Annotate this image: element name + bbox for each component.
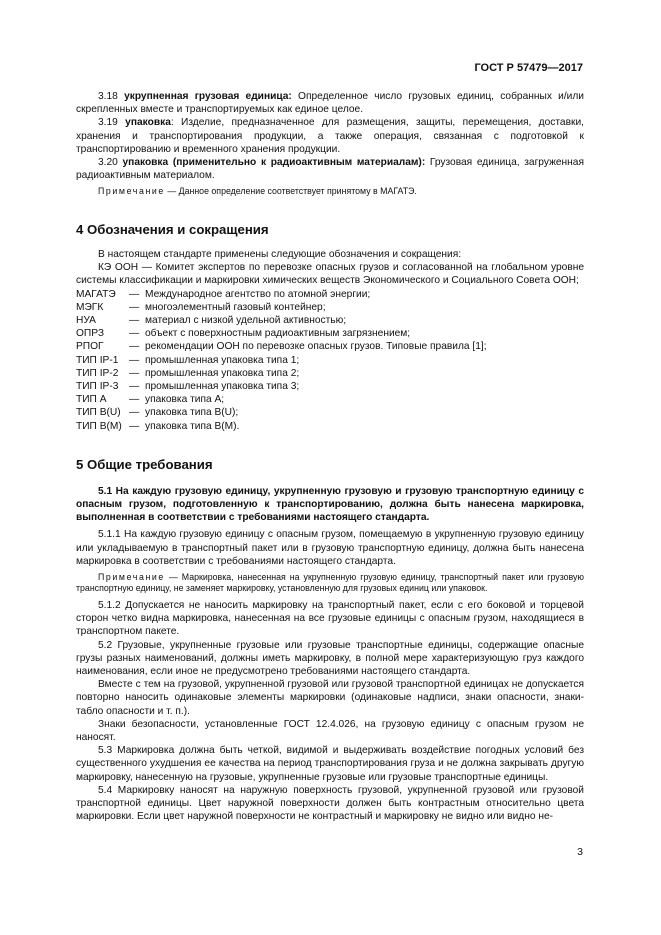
term-definition: : Изделие, предназначенное для размещения, защиты, перемещения, доставки, хранения и транспортирования продукции, а также операция, связанная с подготовкой к транспортированию и временного хранения продукции.	[76, 117, 584, 155]
abbreviation-row	[76, 301, 584, 314]
note-1	[76, 186, 584, 198]
abbreviation-text: промышленная упаковка типа 1;	[145, 354, 300, 366]
note-text: — Данное определение соответствует принятому в МАГАТЭ.	[167, 186, 417, 197]
dash: —	[129, 367, 140, 379]
abbreviation-code: ТИП B(U)	[76, 407, 121, 419]
note-label: Примечание	[98, 186, 165, 197]
abbreviation-row	[76, 367, 584, 380]
abbreviation-row	[76, 340, 584, 353]
abbreviation-row	[76, 314, 584, 327]
abbreviation-row	[76, 354, 584, 367]
abbreviation-code: РПОГ	[76, 341, 104, 353]
section-5-title: 5 Общие требования	[76, 456, 213, 472]
dash: —	[129, 380, 140, 392]
term-definition: Грузовая единица, загруженная радиоактивным материалом.	[76, 157, 584, 182]
dash: —	[129, 341, 140, 353]
dash: —	[129, 407, 140, 419]
paragraph-5-3: 5.3 Маркировка должна быть четкой, видимой и выдерживать воздействие погодных условий без существенного ухудшения ее качества на период транспортирования груза и не должна закрывать другую маркировку, нанесенную на грузовые, укрупненные грузовые или грузовые транспортные единицы.	[76, 745, 584, 783]
note-2	[76, 572, 584, 595]
abbreviation-list	[76, 288, 584, 433]
abbreviation-row	[76, 420, 584, 433]
dash: —	[129, 328, 140, 340]
term-title: упаковка (применительно к радиоактивным материалам):	[122, 157, 426, 169]
term-3-19	[76, 116, 584, 156]
abbreviation-text: рекомендации ООН по перевозке опасных грузов. Типовые правила [1];	[145, 341, 487, 353]
term-number: 3.18	[98, 91, 118, 102]
paragraph-5-1-1: 5.1.1 На каждую грузовую единицу с опасным грузом, помещаемую в укрупненную грузовую единицу или укладываемую в транспортный пакет или в грузовую транспортную единицу, должна быть нанесена маркировка в соответствии с требованиями настоящего стандарта.	[76, 529, 584, 567]
abbreviation-code: ТИП IP-3	[76, 380, 119, 392]
abbreviation-row	[76, 288, 584, 301]
abbreviation-text: промышленная упаковка типа 3;	[145, 380, 300, 392]
abbreviation-code: ТИП IP-1	[76, 354, 119, 366]
document-id: ГОСТ Р 57479—2017	[474, 62, 583, 74]
note-text: — Маркировка, нанесенная на укрупненную грузовую единицу, транспортный пакет или грузовую транспортную единицу, не заменяет маркировку, установленную для грузовых единиц или упаковок.	[76, 571, 585, 594]
abbreviation-code: ТИП IP-2	[76, 367, 119, 379]
term-3-18	[76, 90, 584, 116]
dash: —	[129, 301, 140, 313]
term-definition: Определенное число грузовых единиц, собранных и/или скрепленных вместе и транспортируемых как единое целое.	[76, 91, 584, 116]
abbreviation-code: ОПРЗ	[76, 328, 104, 340]
section-4-title: 4 Обозначения и сокращения	[76, 221, 269, 237]
abbreviation-code: ТИП А	[76, 394, 107, 406]
dash: —	[129, 288, 140, 300]
abbreviation-text: Международное агентство по атомной энергии;	[145, 288, 371, 300]
section-4-intro: В настоящем стандарте применены следующие обозначения и сокращения:	[98, 248, 462, 260]
abbreviation-text: материал с низкой удельной активностью;	[145, 314, 347, 326]
abbreviation-text: упаковка типа А;	[145, 394, 225, 406]
abbreviation-row	[76, 393, 584, 406]
term-3-20	[76, 156, 584, 182]
abbreviation-text: многоэлементный газовый контейнер;	[145, 301, 326, 313]
page-number: 3	[577, 846, 583, 858]
abbreviation-row	[76, 380, 584, 393]
paragraph-5-1: 5.1 На каждую грузовую единицу, укрупненную грузовую и грузовую транспортную единицу с опасным грузом, подготовленную к транспортированию, должна быть нанесена маркировка, выполненная в соответствии с требованиями настоящего стандарта.	[76, 485, 584, 524]
term-title: укрупненная грузовая единица:	[124, 91, 292, 102]
term-number: 3.19	[98, 117, 118, 129]
abbreviation-code: НУА	[76, 314, 96, 326]
abbreviation-row	[76, 406, 584, 419]
paragraph-5-2-b: Вместе с тем на грузовой, укрупненной грузовой или грузовой транспортной единицах не допускается повторно наносить одинаковые элементы маркировки (одинаковые надписи, знаки опасности, знаки-табло опасности и т. п.).	[76, 679, 584, 717]
abbreviation-code: ТИП B(M)	[76, 420, 122, 432]
dash: —	[129, 420, 140, 432]
abbreviation-text: упаковка типа B(U);	[145, 407, 239, 419]
dash: —	[129, 394, 140, 406]
paragraph-5-4: 5.4 Маркировку наносят на наружную поверхность грузовой, укрупненной грузовой или грузовой транспортной единицы. Цвет наружной поверхности должен быть контрастным относительно цвета маркировки. Если цвет наружной поверхности не контрастный и маркировку не видно или видно не-	[76, 784, 584, 823]
paragraph-5-2-c: Знаки безопасности, установленные ГОСТ 12.4.026, на грузовую единицу с опасным грузом не наносят.	[76, 718, 584, 744]
abbreviation-text: упаковка типа B(M).	[145, 420, 240, 432]
term-title: упаковка	[125, 117, 171, 129]
term-number: 3.20	[98, 157, 118, 169]
paragraph-5-1-2: 5.1.2 Допускается не наносить маркировку на транспортный пакет, если с его боковой и торцевой сторон четко видна маркировка, нанесенная на все грузовые единицы с опасным грузом, находящиеся в транспортном пакете.	[76, 599, 584, 638]
dash: —	[129, 354, 140, 366]
abbreviation-row	[76, 327, 584, 340]
page-content	[76, 90, 584, 823]
ke-oon-definition: КЭ ООН — Комитет экспертов по перевозке опасных грузов и согласованной на глобальном уровне системы классификации и маркировки химических веществ Экономического и Социального Совета ООН;	[76, 262, 584, 287]
abbreviation-code: МАГАТЭ	[76, 288, 116, 300]
abbreviation-text: объект с поверхностным радиоактивным загрязнением;	[145, 328, 411, 340]
abbreviation-text: промышленная упаковка типа 2;	[145, 367, 300, 379]
abbreviation-code: МЭГК	[76, 301, 104, 313]
paragraph-5-2: 5.2 Грузовые, укрупненные грузовые или грузовые транспортные единицы, содержащие опасные грузы разных наименований, должны иметь маркировку, в полной мере характеризующую груз каждого наименования, если иное не предусмотрено требованиями настоящего стандарта.	[76, 639, 584, 677]
note-label: Примечание	[98, 571, 165, 582]
dash: —	[129, 314, 140, 326]
